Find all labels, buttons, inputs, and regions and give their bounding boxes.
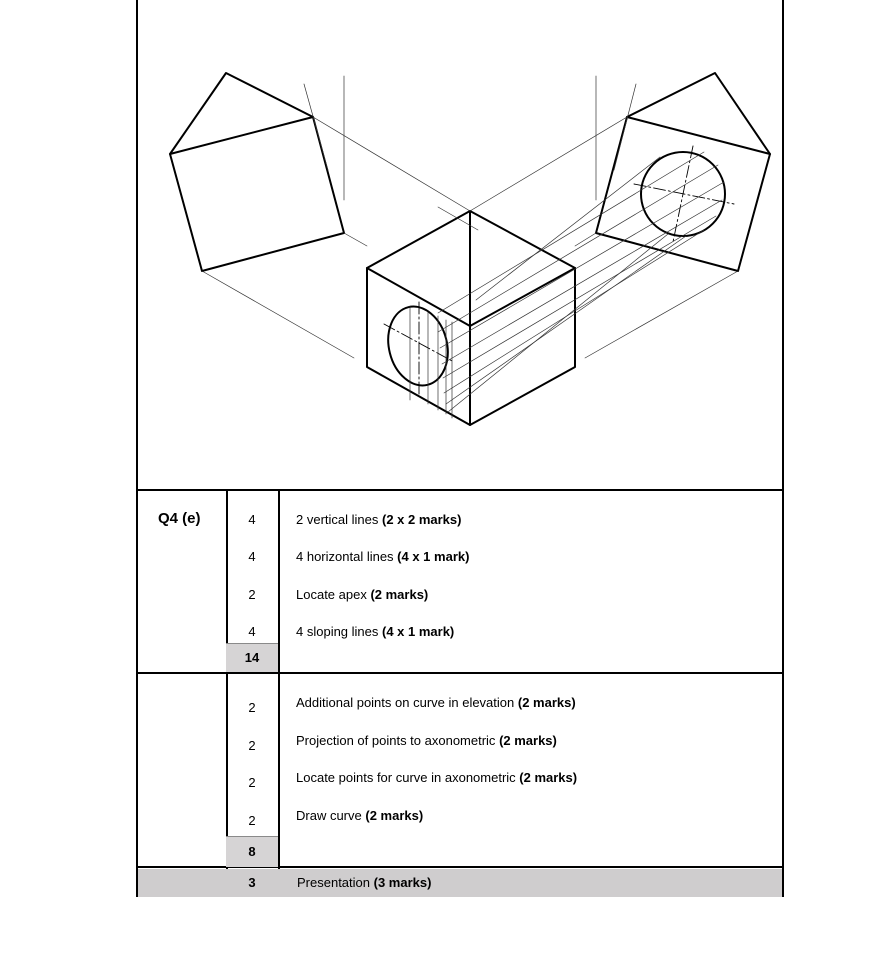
mark-row <box>136 547 784 567</box>
subtotal-cell: 8 <box>226 836 278 867</box>
section-curve <box>136 673 784 866</box>
mark-row <box>136 733 784 756</box>
mark-description: Draw curve (2 marks) <box>296 808 424 823</box>
mark-row <box>136 770 784 793</box>
mark-row <box>136 808 784 831</box>
question-label: Q4 (e) <box>158 510 201 527</box>
presentation-row <box>138 869 782 897</box>
mark-row <box>136 585 784 605</box>
mark-value: 4 <box>248 549 256 564</box>
mark-description: 4 sloping lines (4 x 1 mark) <box>296 624 455 639</box>
section-q4e <box>136 490 784 672</box>
mark-description: Projection of points to axonometric (2 marks) <box>296 733 557 748</box>
drawing-svg <box>138 0 782 490</box>
mark-description: Presentation (3 marks) <box>297 875 432 890</box>
mark-row <box>136 510 784 530</box>
mark-value: 2 <box>248 813 256 828</box>
mark-row <box>136 622 784 642</box>
right-circle-centerlines <box>634 146 734 242</box>
mark-value: 4 <box>248 512 256 527</box>
subtotal-cell: 14 <box>226 643 278 672</box>
mark-value: 2 <box>248 738 256 753</box>
mark-description: 4 horizontal lines (4 x 1 mark) <box>296 549 470 564</box>
axonometric-drawing <box>138 0 782 490</box>
mark-value: 2 <box>248 587 256 602</box>
left-elevation <box>170 73 344 271</box>
mark-value: 3 <box>248 875 256 890</box>
mark-value: 2 <box>248 775 256 790</box>
mark-description: Locate points for curve in axonometric (2 marks) <box>296 770 578 785</box>
mark-value: 2 <box>248 700 256 715</box>
mark-row <box>136 695 784 718</box>
mark-description: Locate apex (2 marks) <box>296 587 429 602</box>
mark-value: 4 <box>248 624 256 639</box>
mark-description: 2 vertical lines (2 x 2 marks) <box>296 512 462 527</box>
mark-description: Additional points on curve in elevation (2 marks) <box>296 695 576 710</box>
